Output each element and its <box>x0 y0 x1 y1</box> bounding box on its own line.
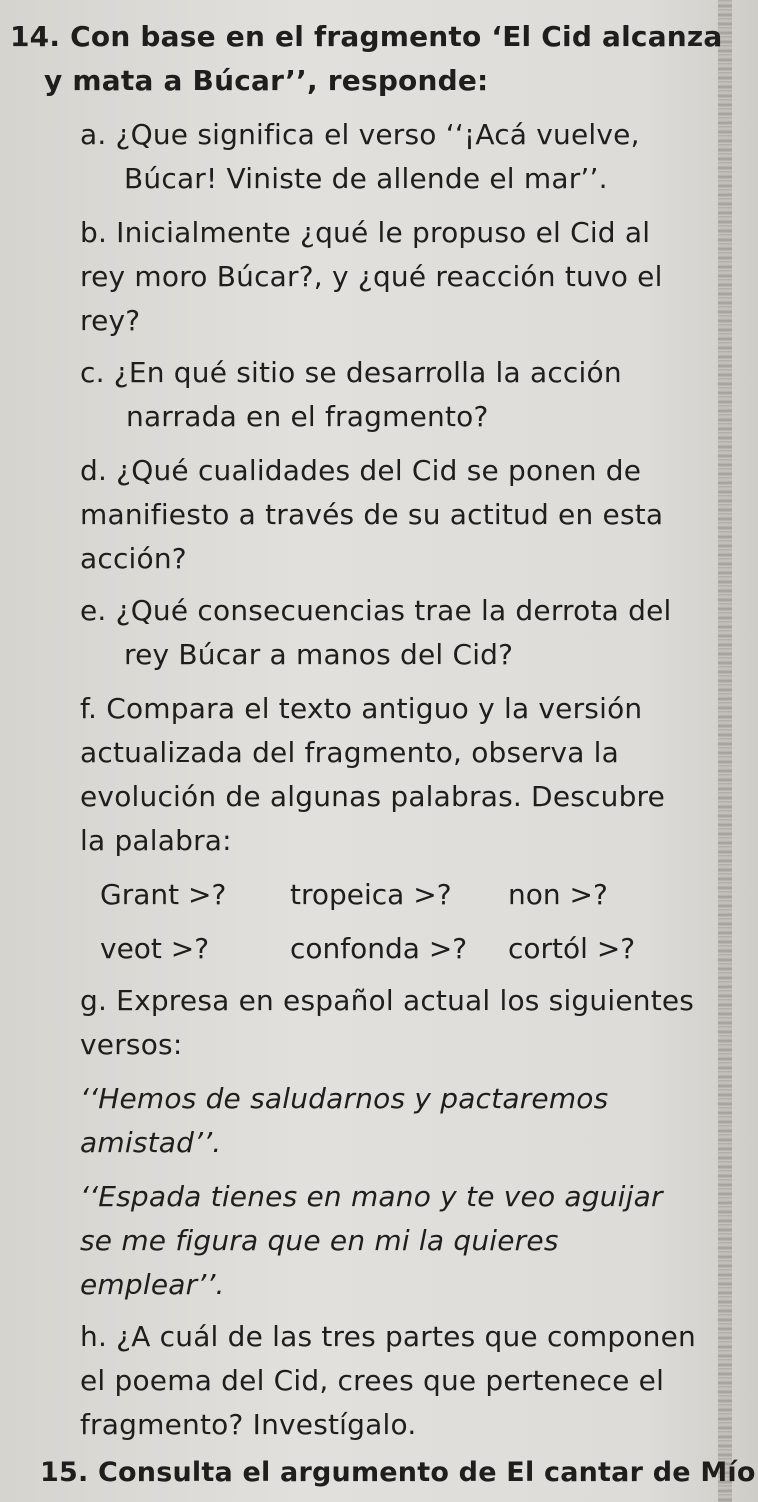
q14-item-h-line-2: el poema del Cid, crees que pertenece el <box>80 1364 665 1397</box>
verse-2-line-2: se me figura que en mi la quieres <box>80 1224 559 1257</box>
q14-item-e-line-1: e. ¿Qué consecuencias trae la derrota del <box>80 594 672 627</box>
q14-item-a-line-1: a. ¿Que significa el verso ‘‘¡Acá vuelve, <box>80 118 640 151</box>
q14-item-e-line-2: rey Búcar a manos del Cid? <box>124 638 514 671</box>
word-confonda: confonda >? <box>290 932 468 965</box>
verse-2-line-1: ‘‘Espada tienes en mano y te veo aguijar <box>80 1180 663 1213</box>
word-tropeica: tropeica >? <box>290 878 452 911</box>
verse-1-line-1: ‘‘Hemos de saludarnos y pactaremos <box>80 1082 609 1115</box>
q14-item-d-line-1: d. ¿Qué cualidades del Cid se ponen de <box>80 454 642 487</box>
q14-item-f-line-4: la palabra: <box>80 824 232 857</box>
q14-item-b-line-3: rey? <box>80 304 141 337</box>
verse-2-line-3: emplear’’. <box>80 1268 225 1301</box>
q15-line-1: 15. Consulta el argumento de El cantar de Mío <box>40 1457 756 1488</box>
verse-1-line-2: amistad’’. <box>80 1126 222 1159</box>
q14-item-b-line-2: rey moro Búcar?, y ¿qué reacción tuvo el <box>80 260 663 293</box>
q14-item-h-line-1: h. ¿A cuál de las tres partes que componen <box>80 1320 696 1353</box>
word-grant: Grant >? <box>100 878 227 911</box>
q14-item-g-line-2: versos: <box>80 1028 183 1061</box>
q14-title-line-2: y mata a Búcar’’, responde: <box>44 64 489 97</box>
q14-item-h-line-3: fragmento? Investígalo. <box>80 1408 417 1441</box>
q14-item-a-line-2: Búcar! Viniste de allende el mar’’. <box>124 162 608 195</box>
q14-title-line-1: 14. Con base en el fragmento ‘El Cid alcanza <box>10 20 723 53</box>
q14-item-f-line-2: actualizada del fragmento, observa la <box>80 736 620 769</box>
q14-item-b-line-1: b. Inicialmente ¿qué le propuso el Cid al <box>80 216 651 249</box>
q14-item-f-line-1: f. Compara el texto antiguo y la versión <box>80 692 643 725</box>
word-cortol: cortól >? <box>508 932 636 965</box>
q14-item-d-line-2: manifiesto a través de su actitud en esta <box>80 498 664 531</box>
q14-item-f-line-3: evolución de algunas palabras. Descubre <box>80 780 666 813</box>
word-non: non >? <box>508 878 608 911</box>
q14-item-c-line-2: narrada en el fragmento? <box>126 400 489 433</box>
q14-item-d-line-3: acción? <box>80 542 187 575</box>
word-veot: veot >? <box>100 932 210 965</box>
q14-item-c-line-1: c. ¿En qué sitio se desarrolla la acción <box>80 356 622 389</box>
q14-item-g-line-1: g. Expresa en español actual los siguientes <box>80 984 695 1017</box>
book-spine-edge <box>718 0 732 1502</box>
